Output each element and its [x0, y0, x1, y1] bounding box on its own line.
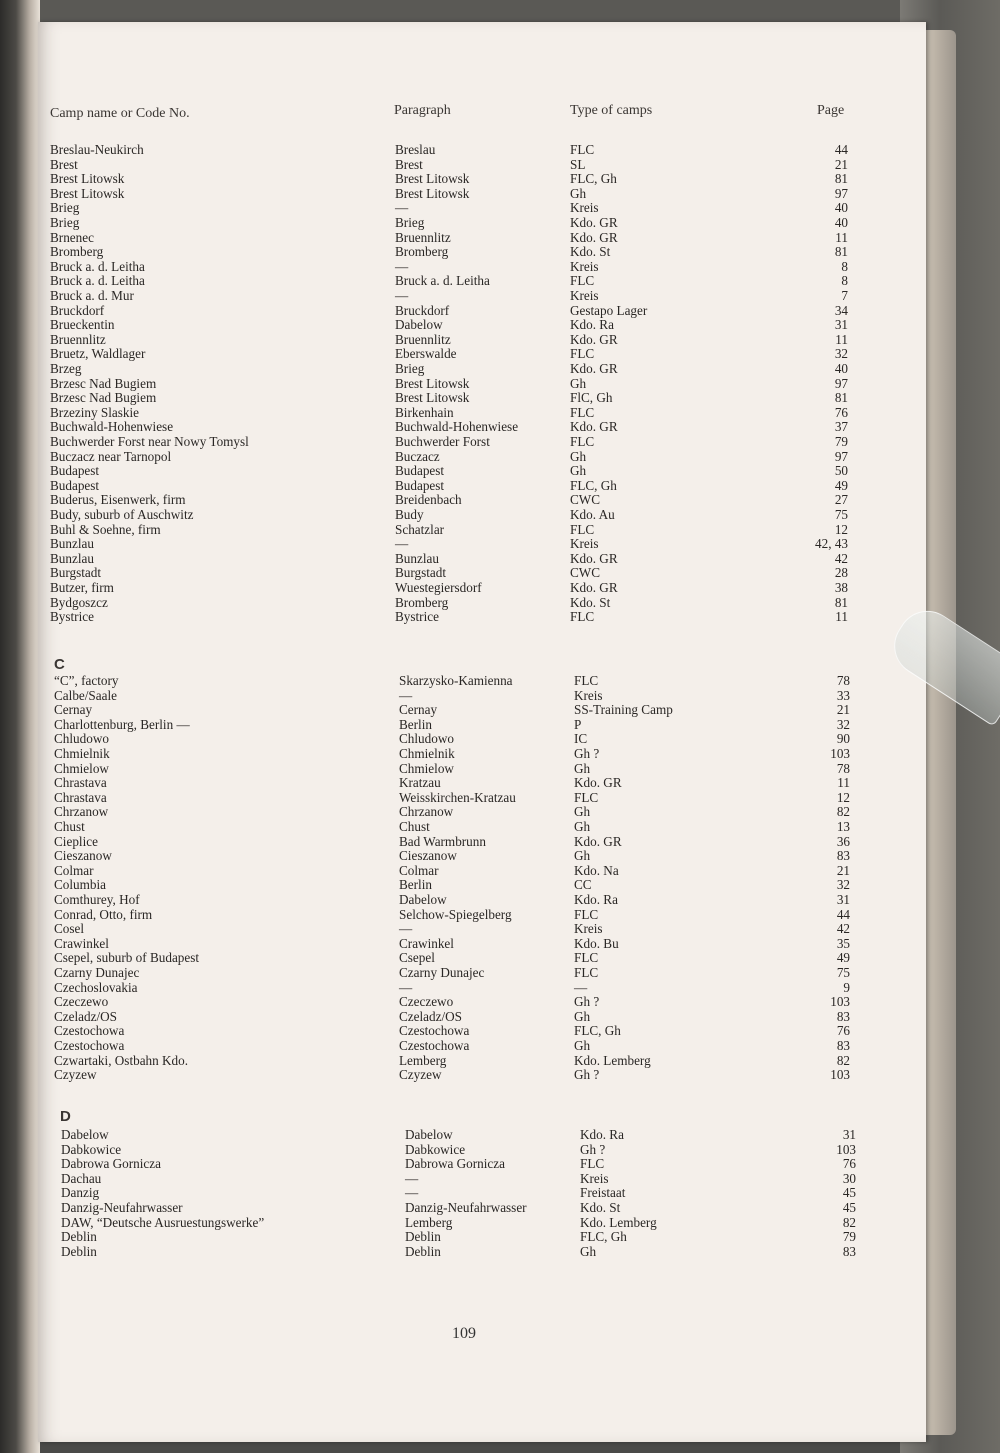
entry-page: 33	[836, 687, 850, 703]
entry-name: Cosel	[54, 921, 85, 937]
entry-name: Bromberg	[50, 244, 104, 260]
entry-page: 103	[836, 1141, 856, 1157]
entry-name: Brnenec	[50, 229, 94, 245]
entry-paragraph: Bromberg	[395, 594, 449, 610]
entry-type: Gh	[574, 848, 591, 864]
entry-name: Bruck a. d. Leitha	[50, 273, 145, 289]
entry-name: Cieplice	[54, 833, 98, 849]
entry-paragraph: Czestochowa	[399, 1038, 470, 1053]
entry-type: FLC	[574, 950, 599, 966]
entry-name: “C”, factory	[54, 673, 119, 688]
entry-page: 78	[836, 673, 850, 688]
entry-name: Czarny Dunajec	[54, 965, 140, 980]
entry-paragraph: Deblin	[405, 1229, 441, 1245]
entry-paragraph: —	[395, 536, 409, 552]
entry-name: Buczacz near Tarnopol	[50, 448, 172, 464]
entry-page: 34	[834, 302, 848, 318]
entry-name: Bruckdorf	[50, 302, 105, 318]
entry-page: 36	[836, 833, 850, 849]
entry-page: 32	[834, 346, 848, 362]
entry-name: Czyzew	[54, 1067, 97, 1083]
entry-name: Buderus, Eisenwerk, firm	[50, 492, 186, 508]
entry-type: Gh	[574, 804, 591, 820]
entry-name: Czechoslovakia	[54, 979, 138, 995]
entry-paragraph: Chludowo	[399, 731, 454, 747]
entry-type: FLC	[570, 434, 595, 449]
entry-paragraph: Cernay	[399, 702, 438, 718]
entry-page: 75	[834, 507, 848, 522]
entry-page: 28	[834, 565, 848, 581]
entry-name: Cernay	[54, 702, 93, 718]
entry-name: Deblin	[61, 1243, 97, 1259]
entry-page: 31	[836, 892, 850, 907]
entry-paragraph: Birkenhain	[395, 404, 454, 420]
entry-name: Crawinkel	[54, 935, 109, 951]
entry-page: 12	[836, 789, 850, 805]
entry-type: Kdo. St	[570, 244, 611, 260]
entry-type: Kreis	[574, 921, 603, 937]
entry-name: Colmar	[54, 862, 94, 878]
entry-page: 11	[835, 229, 848, 245]
entry-page: 38	[834, 580, 848, 595]
entry-type: Gh	[570, 375, 587, 391]
entry-paragraph: Dabelow	[405, 1127, 453, 1142]
entry-page: 97	[834, 185, 848, 201]
entry-name: Comthurey, Hof	[54, 892, 140, 907]
entry-page: 21	[834, 156, 848, 172]
entry-paragraph: Deblin	[405, 1243, 441, 1259]
entry-paragraph: Bruennlitz	[395, 331, 451, 347]
entry-name: Brzesc Nad Bugiem	[50, 375, 157, 391]
entry-name: Chrastava	[54, 789, 107, 805]
entry-page: 45	[842, 1185, 856, 1201]
entry-paragraph: —	[399, 687, 413, 703]
entry-paragraph: —	[405, 1170, 419, 1186]
entry-name: Bruennlitz	[50, 331, 106, 347]
entry-paragraph: Breidenbach	[395, 492, 462, 508]
entry-paragraph: Wuestegiersdorf	[395, 580, 482, 595]
entry-paragraph: Chust	[399, 819, 430, 834]
entry-type: Freistaat	[580, 1185, 626, 1201]
entry-type: SL	[570, 156, 586, 172]
entry-name: Dachau	[61, 1170, 102, 1186]
entry-paragraph: Brest Litowsk	[395, 390, 470, 406]
entry-page: 83	[842, 1243, 856, 1259]
entry-page: 97	[834, 375, 848, 391]
entry-paragraph: Budapest	[395, 463, 445, 479]
entry-page: 82	[836, 1052, 850, 1068]
entry-type: CC	[574, 877, 592, 893]
entry-paragraph: Buchwald-Hohenwiese	[395, 419, 519, 435]
entry-page: 8	[841, 258, 848, 274]
entry-page: 82	[836, 804, 850, 820]
entry-name: Butzer, firm	[50, 580, 114, 595]
entry-type: Kdo. Lemberg	[580, 1214, 657, 1230]
entry-paragraph: Skarzysko-Kamienna	[399, 673, 513, 688]
entry-page: 42	[834, 550, 848, 566]
entry-paragraph: —	[395, 288, 409, 303]
entry-type: Gh	[574, 1038, 591, 1053]
entry-page: 35	[836, 935, 850, 951]
entry-name: Calbe/Saale	[54, 687, 117, 703]
entry-paragraph: Bruckdorf	[395, 302, 450, 318]
entry-type: Gh	[574, 819, 591, 834]
entry-type: IC	[574, 731, 588, 747]
entry-paragraph: Czyzew	[399, 1067, 442, 1083]
page-number: 109	[452, 1325, 476, 1342]
entry-paragraph: Schatzlar	[395, 521, 445, 537]
entry-page: 81	[834, 171, 848, 187]
entry-paragraph: Brest	[395, 156, 423, 172]
entry-paragraph: Chrzanow	[399, 804, 454, 820]
entry-name: Chrzanow	[54, 804, 109, 820]
entry-paragraph: Brest Litowsk	[395, 375, 470, 391]
entry-type: Kdo. Ra	[570, 317, 614, 333]
entry-name: Chludowo	[54, 731, 109, 747]
entry-page: 78	[836, 760, 850, 776]
entry-type: Kdo. GR	[574, 833, 622, 849]
entry-type: FLC	[574, 965, 599, 980]
entry-paragraph: Dabelow	[399, 892, 447, 907]
entry-paragraph: Brest Litowsk	[395, 185, 470, 201]
entry-name: Charlottenburg, Berlin —	[54, 716, 190, 732]
entry-paragraph: Csepel	[399, 950, 435, 966]
entry-type: Gh	[574, 760, 591, 776]
entry-type: Gh	[580, 1243, 597, 1259]
entry-paragraph: Buchwerder Forst	[395, 434, 490, 449]
entry-type: Kdo. GR	[570, 550, 618, 566]
entry-type: CWC	[570, 492, 601, 508]
entry-name: Budapest	[50, 477, 100, 493]
entry-page: 42, 43	[815, 536, 848, 552]
entry-paragraph: Chmielnik	[399, 746, 455, 761]
entry-name: Bruetz, Waldlager	[50, 346, 146, 362]
column-header-page: Page	[817, 103, 845, 118]
entry-page: 40	[834, 200, 848, 216]
entry-type: Gh	[570, 463, 587, 479]
entry-type: Kdo. Au	[570, 507, 615, 522]
entry-paragraph: Brieg	[395, 215, 425, 230]
entry-type: FLC	[574, 673, 599, 688]
entry-paragraph: Weisskirchen-Kratzau	[399, 789, 516, 805]
entry-page: 103	[830, 1067, 850, 1083]
entry-type: Kdo. St	[570, 594, 611, 610]
entry-paragraph: Bystrice	[395, 609, 439, 625]
entry-page: 79	[834, 434, 848, 449]
entry-paragraph: Burgstadt	[395, 565, 447, 581]
entry-name: Chust	[54, 819, 85, 834]
entry-type: Kreis	[570, 536, 599, 552]
entry-name: Brieg	[50, 215, 80, 230]
column-header-camp: Camp name or Code No.	[50, 106, 190, 121]
entry-page: 44	[836, 906, 850, 922]
entry-page: 7	[841, 288, 848, 303]
entry-name: Budy, suburb of Auschwitz	[50, 507, 194, 522]
entry-paragraph: Czeladz/OS	[399, 1008, 462, 1024]
entry-type: Kdo. Na	[574, 862, 619, 878]
entry-page: 37	[834, 419, 848, 435]
entry-name: Czeladz/OS	[54, 1008, 117, 1024]
entry-name: Brzeziny Slaskie	[50, 404, 139, 420]
entry-page: 27	[834, 492, 848, 508]
entry-paragraph: Brest Litowsk	[395, 171, 470, 187]
entry-page: 49	[836, 950, 850, 966]
entry-name: Csepel, suburb of Budapest	[54, 950, 200, 966]
entry-name: Bruck a. d. Mur	[50, 288, 134, 303]
entry-name: Bystrice	[50, 609, 94, 625]
entry-type: FLC	[574, 906, 599, 922]
entry-page: 49	[834, 477, 848, 493]
entry-paragraph: Dabkowice	[405, 1141, 466, 1157]
entry-name: Buchwerder Forst near Nowy Tomysl	[50, 434, 249, 449]
entry-paragraph: Lemberg	[405, 1214, 453, 1230]
entry-type: Kdo. GR	[570, 215, 618, 230]
entry-page: 8	[841, 273, 848, 289]
entry-name: Brzeg	[50, 361, 82, 376]
entry-paragraph: Budapest	[395, 477, 445, 493]
entry-type: Kdo. GR	[574, 775, 622, 791]
entry-name: Brest	[50, 156, 78, 172]
entry-paragraph: Berlin	[399, 877, 432, 893]
entry-type: Kdo. GR	[570, 419, 618, 435]
entry-page: 97	[834, 448, 848, 464]
entry-name: Conrad, Otto, firm	[54, 906, 153, 922]
entry-type: Gh ?	[574, 1067, 600, 1083]
entry-name: Czeczewo	[54, 994, 109, 1010]
entry-name: Chrastava	[54, 775, 107, 791]
entry-name: Chmielow	[54, 760, 109, 776]
entry-type: FLC	[570, 273, 595, 289]
entry-paragraph: Eberswalde	[395, 346, 457, 362]
entry-paragraph: Czestochowa	[399, 1023, 470, 1039]
entry-page: 81	[834, 390, 848, 406]
entry-name: Dabelow	[61, 1127, 109, 1142]
entry-paragraph: Bruck a. d. Leitha	[395, 273, 490, 289]
entry-paragraph: Czarny Dunajec	[399, 965, 485, 980]
entry-paragraph: —	[399, 921, 413, 937]
entry-page: 76	[836, 1023, 850, 1039]
entry-paragraph: —	[405, 1185, 419, 1201]
entry-name: Brzesc Nad Bugiem	[50, 390, 157, 406]
book-spine	[0, 0, 40, 1453]
entry-page: 30	[842, 1170, 856, 1186]
entry-type: Kreis	[570, 288, 599, 303]
entry-page: 21	[836, 702, 850, 718]
entry-paragraph: Cieszanow	[399, 848, 457, 864]
entry-paragraph: Buczacz	[395, 448, 440, 464]
entry-paragraph: Dabelow	[395, 317, 443, 333]
entry-paragraph: Brieg	[395, 361, 425, 376]
entry-type: Gh ?	[580, 1141, 606, 1157]
entry-page: 103	[830, 994, 850, 1010]
entry-paragraph: Kratzau	[399, 775, 441, 791]
entry-page: 75	[836, 965, 850, 980]
entry-name: Czwartaki, Ostbahn Kdo.	[54, 1052, 189, 1068]
entry-page: 13	[836, 819, 850, 834]
entry-type: Kreis	[570, 200, 599, 216]
entry-name: Deblin	[61, 1229, 97, 1245]
entry-type: FLC, Gh	[570, 477, 617, 493]
entry-page: 11	[837, 775, 850, 791]
entry-page: 21	[836, 862, 850, 878]
entry-type: FLC	[570, 404, 595, 420]
entry-type: P	[574, 716, 582, 732]
entry-name: Czestochowa	[54, 1023, 125, 1039]
entry-page: 40	[834, 215, 848, 230]
entry-type: —	[574, 979, 588, 995]
entry-type: Gh ?	[574, 994, 600, 1010]
entry-paragraph: Chmielow	[399, 760, 454, 776]
entry-page: 31	[842, 1127, 856, 1142]
entry-name: Danzig	[61, 1185, 100, 1201]
entry-name: Brest Litowsk	[50, 185, 125, 201]
entry-type: FLC, Gh	[574, 1023, 621, 1039]
entry-paragraph: Bunzlau	[395, 550, 439, 566]
entry-page: 76	[834, 404, 848, 420]
entry-page: 83	[836, 848, 850, 864]
entry-page: 9	[843, 979, 850, 995]
entry-page: 11	[835, 609, 848, 625]
entry-name: Budapest	[50, 463, 100, 479]
entry-page: 32	[836, 877, 850, 893]
entry-page: 44	[834, 142, 848, 157]
entry-paragraph: —	[395, 258, 409, 274]
entry-name: Buhl & Soehne, firm	[50, 521, 161, 537]
entry-type: Gh	[570, 185, 587, 201]
entry-type: Kdo. Lemberg	[574, 1052, 651, 1068]
entry-name: Dabrowa Gornicza	[61, 1156, 161, 1172]
entry-page: 81	[834, 594, 848, 610]
entry-type: Kdo. GR	[570, 361, 618, 376]
entry-type: CWC	[570, 565, 601, 581]
entry-paragraph: Dabrowa Gornicza	[405, 1156, 505, 1172]
entry-name: Bunzlau	[50, 536, 94, 552]
entry-page: 90	[836, 731, 850, 747]
entry-type: Gh	[570, 448, 587, 464]
column-header-type: Type of camps	[570, 103, 653, 118]
entry-type: Kdo. GR	[570, 580, 618, 595]
entry-type: Kdo. GR	[570, 229, 618, 245]
entry-type: Gh	[574, 1008, 591, 1024]
entry-type: Gh ?	[574, 746, 600, 761]
entry-paragraph: Bromberg	[395, 244, 449, 260]
entry-paragraph: Berlin	[399, 716, 432, 732]
entry-name: DAW, “Deutsche Ausruestungswerke”	[61, 1214, 265, 1230]
entry-type: FLC, Gh	[580, 1229, 627, 1245]
entry-page: 32	[836, 716, 850, 732]
entry-type: FLC	[570, 142, 595, 157]
entry-page: 103	[830, 746, 850, 761]
entry-type: FLC	[570, 346, 595, 362]
entry-page: 11	[835, 331, 848, 347]
entry-type: FLC	[570, 609, 595, 625]
entry-type: Kdo. GR	[570, 331, 618, 347]
entry-type: FLC	[570, 521, 595, 537]
entry-page: 83	[836, 1008, 850, 1024]
entry-paragraph: Breslau	[395, 142, 436, 157]
entry-type: FLC, Gh	[570, 171, 617, 187]
entry-type: FLC	[580, 1156, 605, 1172]
entry-name: Czestochowa	[54, 1038, 125, 1053]
entry-name: Burgstadt	[50, 565, 102, 581]
entry-page: 81	[834, 244, 848, 260]
entry-name: Danzig-Neufahrwasser	[61, 1200, 183, 1215]
entry-name: Bruck a. d. Leitha	[50, 258, 145, 274]
entry-paragraph: Bad Warmbrunn	[399, 833, 486, 849]
entry-type: SS-Training Camp	[574, 702, 673, 718]
entry-type: Kdo. St	[580, 1200, 621, 1215]
entry-paragraph: Danzig-Neufahrwasser	[405, 1200, 527, 1215]
entry-page: 40	[834, 361, 848, 376]
entry-type: Kreis	[580, 1170, 609, 1186]
entry-page: 79	[842, 1229, 856, 1245]
entry-paragraph: Crawinkel	[399, 935, 454, 951]
entry-type: FlC, Gh	[570, 390, 613, 406]
section-letter-c: C	[54, 656, 65, 673]
entry-paragraph: Bruennlitz	[395, 229, 451, 245]
entry-type: FLC	[574, 789, 599, 805]
entry-name: Dabkowice	[61, 1141, 122, 1157]
entry-name: Bunzlau	[50, 550, 94, 566]
entry-paragraph: —	[399, 979, 413, 995]
entry-paragraph: —	[395, 200, 409, 216]
entry-name: Columbia	[54, 877, 107, 893]
entry-page: 31	[834, 317, 848, 333]
entry-page: 76	[842, 1156, 856, 1172]
entry-name: Chmielnik	[54, 746, 110, 761]
entry-name: Brest Litowsk	[50, 171, 125, 187]
entry-page: 83	[836, 1038, 850, 1053]
entry-type: Gestapo Lager	[570, 302, 648, 318]
section-letter-d: D	[60, 1108, 71, 1125]
entry-type: Kreis	[574, 687, 603, 703]
entry-paragraph: Czeczewo	[399, 994, 454, 1010]
column-header-paragraph: Paragraph	[394, 103, 451, 118]
document-page	[38, 22, 926, 1442]
entry-type: Kdo. Ra	[574, 892, 618, 907]
entry-name: Buchwald-Hohenwiese	[50, 419, 174, 435]
entry-page: 12	[834, 521, 848, 537]
entry-name: Bydgoszcz	[50, 594, 108, 610]
entry-paragraph: Colmar	[399, 862, 439, 878]
entry-paragraph: Lemberg	[399, 1052, 447, 1068]
entry-paragraph: Selchow-Spiegelberg	[399, 906, 512, 922]
entry-name: Brieg	[50, 200, 80, 216]
entry-paragraph: Budy	[395, 507, 424, 522]
entry-name: Brueckentin	[50, 317, 115, 333]
entry-page: 42	[836, 921, 850, 937]
entry-type: Kdo. Bu	[574, 935, 619, 951]
entry-type: Kreis	[570, 258, 599, 274]
entry-name: Cieszanow	[54, 848, 112, 864]
entry-page: 45	[842, 1200, 856, 1215]
entry-page: 50	[834, 463, 848, 479]
entry-page: 82	[842, 1214, 856, 1230]
entry-type: Kdo. Ra	[580, 1127, 624, 1142]
entry-name: Breslau-Neukirch	[50, 142, 144, 157]
